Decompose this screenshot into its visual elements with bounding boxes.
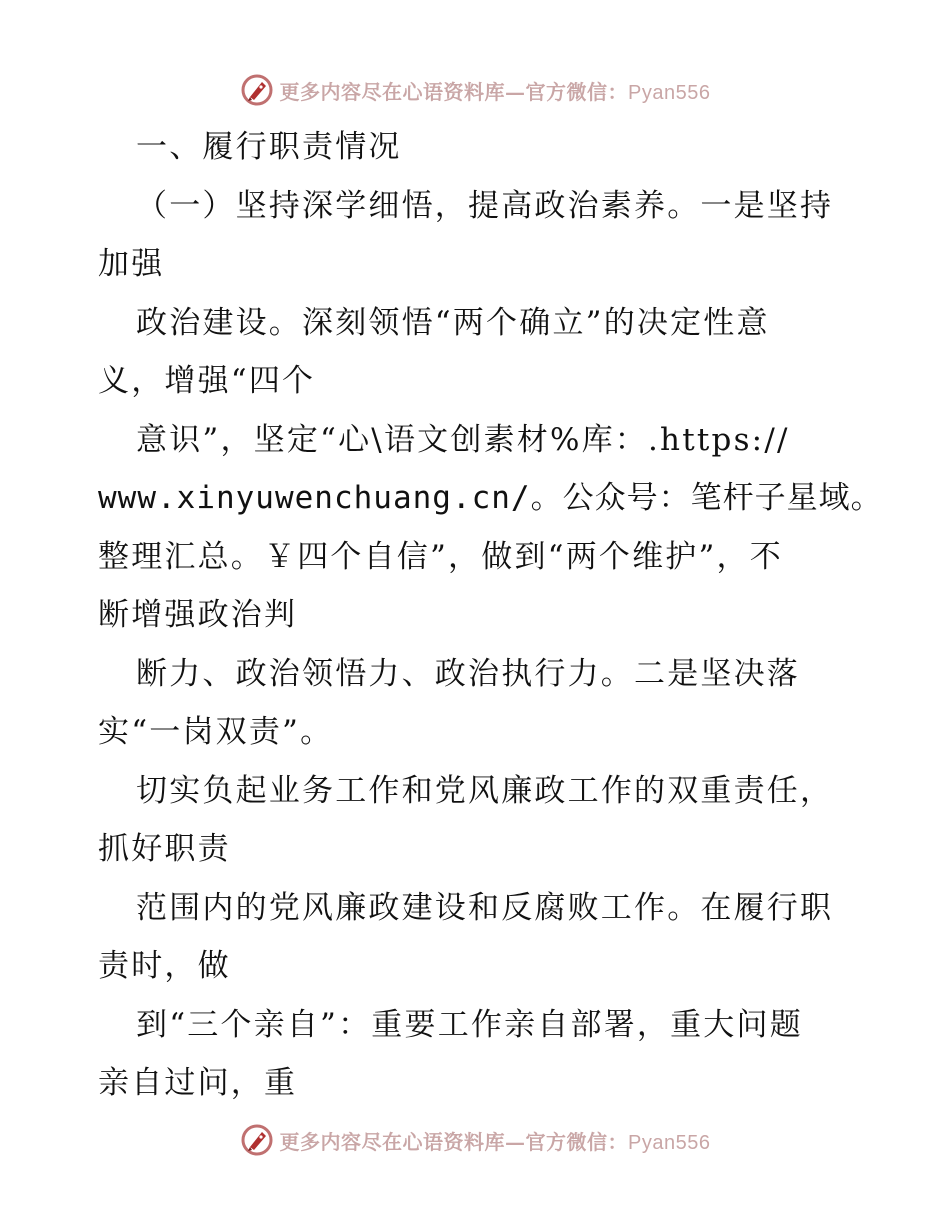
header-banner-handle: Pyan556 [628, 81, 711, 104]
text-line: 责时，做 [98, 948, 231, 984]
text-line: 义，增强“四个 [98, 363, 316, 399]
text-line: 抓好职责 [98, 831, 231, 867]
footer-banner-dash: — [505, 1129, 526, 1154]
header-banner-title: 更多内容尽在心语资料库 [279, 79, 506, 104]
text-line: 范围内的党风廉政建设和反腐败工作。在履行职 [136, 889, 834, 926]
text-line: 切实负起业务工作和党风廉政工作的双重责任， [136, 772, 834, 809]
text-line: 实“一岗双责”。 [98, 714, 334, 750]
pen-nib-logo-icon [240, 1123, 274, 1157]
text-line: 到“三个亲自”：重要工作亲自部署，重大问题 [136, 1006, 803, 1043]
footer-banner-label: 官方微信： [525, 1129, 629, 1154]
section-heading: 一、履行职责情况 [136, 129, 402, 165]
document-body [98, 118, 883, 1113]
header-banner-label: 官方微信： [525, 79, 629, 104]
text-line: 亲自过问，重 [98, 1065, 298, 1101]
footer-banner-handle: Pyan556 [628, 1131, 711, 1154]
text-line: 意识”，坚定“心\语文创素材%库：.https:// [136, 421, 790, 458]
header-banner-dash: — [505, 79, 526, 104]
footer-banner-text [280, 1126, 711, 1155]
text-line: 加强 [98, 246, 165, 282]
text-line: 断增强政治判 [98, 597, 298, 633]
pen-nib-logo-icon [240, 73, 274, 107]
footer-banner-title: 更多内容尽在心语资料库 [279, 1129, 506, 1154]
text-line: （一）坚持深学细悟，提高政治素养。一是坚持 [136, 187, 834, 224]
text-line-url: www.xinyuwenchuang.cn/。公众号：笔杆子星域。 [98, 480, 883, 516]
text-line: 整理汇总。￥四个自信”，做到“两个维护”，不 [98, 538, 783, 575]
footer-watermark-banner [0, 1120, 950, 1160]
header-watermark-banner [0, 70, 950, 110]
text-line: 断力、政治领悟力、政治执行力。二是坚决落 [136, 655, 800, 692]
text-line: 政治建设。深刻领悟“两个确立”的决定性意 [136, 304, 770, 341]
header-banner-text [280, 76, 711, 105]
